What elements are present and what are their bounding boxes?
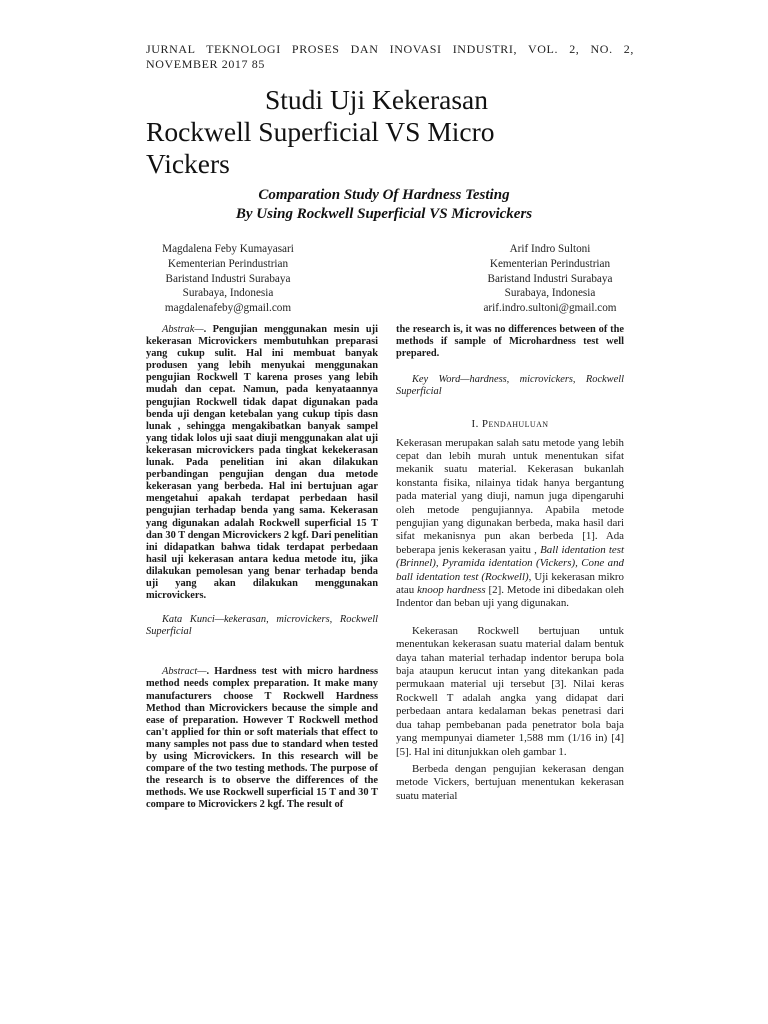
intro-paragraph-2: Kekerasan Rockwell bertujuan untuk menentukan kekerasan suatu material dalam bentuk daya tahan material terhadap indentor berupa bola baja ataupun kerucut intan yang ditekankan pada permukaan material uji tersebut [3]. Nilai keras Rockwell T adalah angka yang didapat dari perbedaan antara kedalaman bekas penetrasi dari dua tahap pembebanan pada penetrator bola baja yang mempunyai diameter 1,588 mm (1/16 in) [4][5]. Hal ini ditunjukkan oleh gambar 1. [396, 624, 624, 758]
author-office: Baristand Industri Surabaya [165, 272, 291, 285]
section-heading [396, 418, 624, 430]
intro-p1-italic-2: knoop hardness [417, 584, 486, 597]
author-email: magdalenafeby@gmail.com [164, 302, 292, 315]
author-block-1 [108, 242, 348, 316]
author-institution: Kementerian Perindustrian [489, 257, 611, 270]
author-office: Baristand Industri Surabaya [487, 272, 613, 285]
title-line-3: Vickers [146, 148, 230, 179]
section-number: I. [471, 418, 482, 431]
abstrak-separator: — [194, 324, 204, 335]
english-subtitle [146, 186, 622, 224]
author-name: Arif Indro Sultoni [509, 243, 591, 255]
journal-header: JURNAL TEKNOLOGI PROSES DAN INOVASI INDUSTRI, VOL. 2, NO. 2, NOVEMBER 2017 85 [146, 42, 634, 71]
subtitle-line-2: By Using Rockwell Superficial VS Microvickers [235, 206, 533, 222]
author-block-2 [430, 242, 670, 316]
intro-p1-text-c: [2]. Metode ini dibedakan oleh Indentor dan beban uji yang digunakan. [396, 584, 624, 610]
right-column [396, 324, 624, 803]
kata-kunci: Kata Kunci—kekerasan, microvickers, Rockwell Superficial [146, 614, 378, 638]
abstract-en-separator: — [197, 666, 207, 678]
keywords-en: Key Word—hardness, microvickers, Rockwell Superficial [396, 374, 624, 398]
abstract-en-paragraph [146, 666, 378, 811]
abstract-en-continuation: the research is, it was no differences between of the methods if sample of Microhardness test well prepared. [396, 324, 624, 360]
abstrak-text: . Pengujian menggunakan mesin uji kekerasan Microvickers membutuhkan preparasi yang cukup sulit. Hal ini membuat banyak produsen yang lebih menyukai menggunakan pengujian Rockwell T karena proses yang lebih mudah dan cepat. Namun, pada kenyataannya pengujian Rockwell tidak dapat digunakan pada benda uji dengan ketebalan yang cukup tipis dasn lunak , sehingga mengakibatkan banyak sampel yang tidak lolos uji saat diuji menggunakan alat uji kekerasan microvickers pada tingkat kekekerasan lunak. Pada penelitian ini akan dilakukan perbandingan pengujian dengan dua metode kekerasan yang berbeda. Hal ini bertujuan agar mengetahui apakah terdapat perbedaan hasil pengujian terhadap benda yang sama. Kekerasan yang digunakan adalah Rockwell superficial 15 T dan 30 T dengan Microvickers 2 kgf. Dari penelitian ini didapatkan bahwa tidak terdapat perbedaan hasil uji kekerasan antara kedua metode itu, jika dilakukan pemolesan yang benar terhadap benda uji yang akan dilakukan menggunakan microvickers. [146, 324, 378, 602]
intro-paragraph-1 [396, 437, 624, 611]
intro-p1-text-b: , Uji kekerasan mikro atau [396, 570, 624, 597]
title-line-2: Rockwell Superficial VS Micro [146, 116, 495, 147]
section-title: Pendahuluan [481, 418, 549, 431]
author-institution: Kementerian Perindustrian [167, 257, 289, 270]
abstrak-label: Abstrak [162, 324, 195, 335]
abstrak-paragraph [146, 324, 378, 602]
intro-p1-italic: Ball identation test (Brinnel), Pyramida identation (Vickers), Cone and ball identation test (Rockwell) [396, 543, 625, 583]
author-name: Magdalena Feby Kumayasari [162, 243, 294, 255]
abstract-en-text: . Hardness test with micro hardness method needs complex preparation. It make many manufacturers choose T Rockwell Hardness Method than Microvickers because the simple and ease of preparation. However T Rockwell method can't applied for thin or soft materials that effect to many samples not pass due to standard when tested by using Microvickers. In this research will be compare of the two testing methods. The purpose of the research is to observe the differences of the methods. We use Rockwell superficial 15 T and 30 T compare to Microvickers 2 kgf. The result of [146, 666, 378, 811]
paper-title [146, 84, 616, 180]
intro-paragraph-3: Berbeda dengan pengujian kekerasan dengan metode Vickers, bertujuan menentukan kekerasan suatu material [396, 762, 624, 802]
left-column [146, 324, 378, 811]
title-line-1: Studi Uji Kekerasan [265, 84, 489, 115]
author-email: arif.indro.sultoni@gmail.com [483, 302, 617, 315]
abstract-en-label: Abstract [162, 666, 198, 678]
author-city: Surabaya, Indonesia [504, 287, 596, 300]
subtitle-line-1: Comparation Study Of Hardness Testing [258, 187, 510, 203]
intro-p1-text-a: Kekerasan merupakan salah satu metode yang lebih cepat dan lebih murah untuk menentukan sifat mekanik suatu material. Kekerasan bukanlah konstanta fisika, nilainya tidak hanya bergantung pada material yang diuji, namun juga dipengaruhi oleh metode pengujiannya. Apabila metode pengujian yang digunakan berbeda, maka hasil dari sifat mekanisnya pun akan berbeda [1]. Ada beberapa jenis kekerasan yaitu , [396, 436, 624, 556]
author-city: Surabaya, Indonesia [182, 287, 274, 300]
